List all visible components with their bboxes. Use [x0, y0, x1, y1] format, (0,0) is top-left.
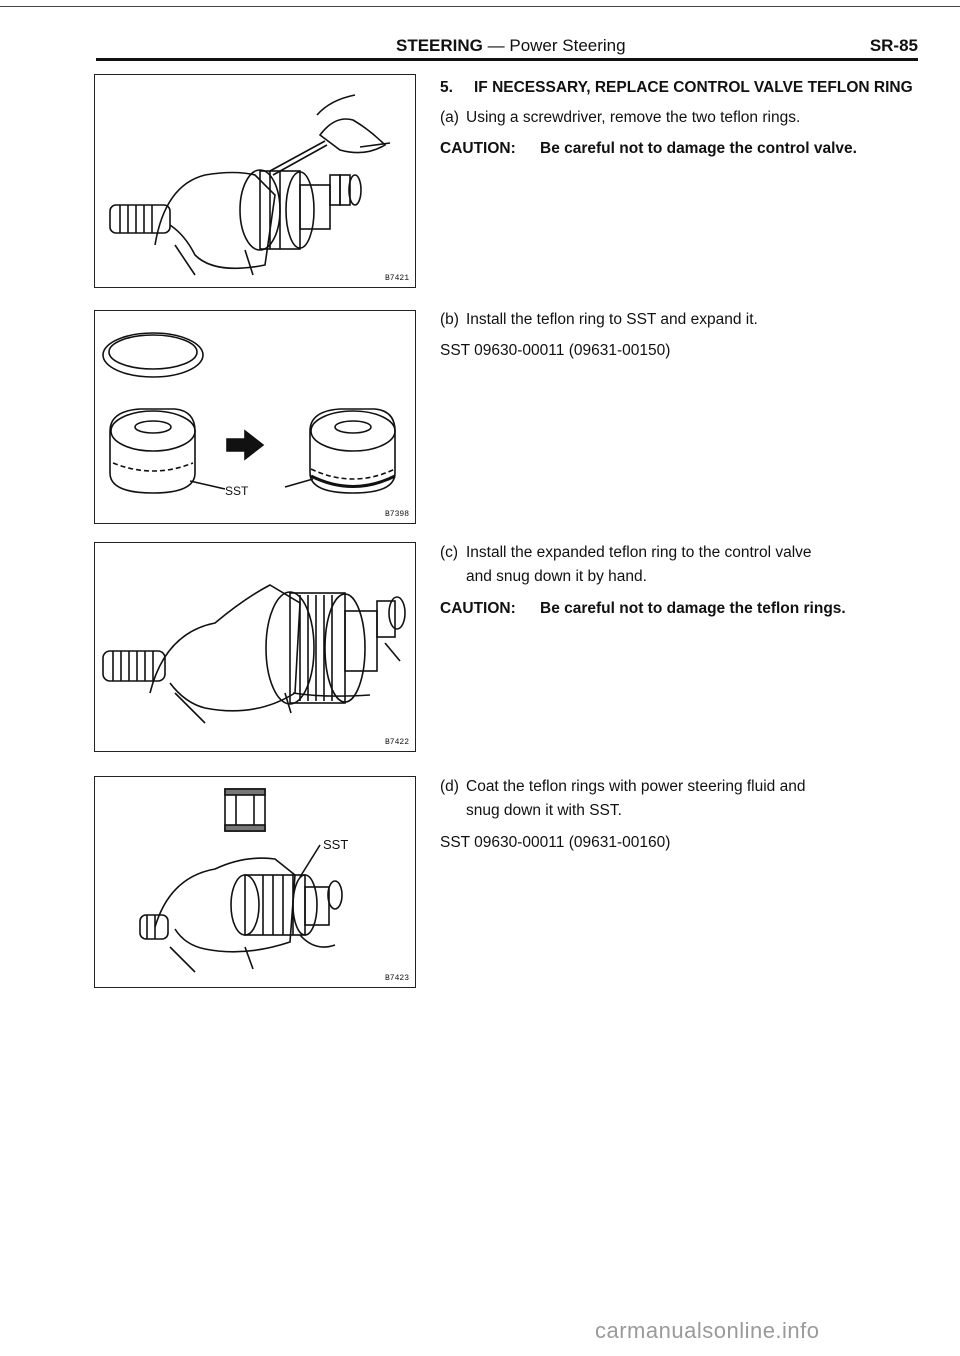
substep-b-tag: (b) [440, 311, 459, 328]
substep-c-tag: (c) [440, 544, 459, 561]
substep-a-line [440, 106, 920, 130]
top-rule [0, 6, 960, 7]
substep-a [440, 106, 920, 161]
caution-text: Be careful not to damage the control valve. [540, 140, 857, 157]
figure-install-ring [94, 542, 416, 752]
figure-number: B7423 [384, 974, 409, 983]
step-number: 5. [440, 79, 453, 96]
figure-number: B7421 [384, 274, 409, 283]
substep-b-line [440, 308, 920, 332]
substep-a-text: Using a screwdriver, remove the two teflon rings. [466, 109, 801, 126]
header-section: STEERING [396, 36, 483, 55]
header-rule [96, 58, 918, 61]
watermark: carmanualsonline.info [595, 1318, 820, 1343]
figure-expand-ring-illustration [95, 311, 415, 523]
substep-b-sst: SST 09630-00011 (09631-00150) [440, 342, 671, 359]
step-title: IF NECESSARY, REPLACE CONTROL VALVE TEFLON RING [474, 79, 913, 96]
header-subsection: Power Steering [509, 36, 626, 55]
substep-d-tag: (d) [440, 778, 459, 795]
page-header [96, 30, 918, 58]
page-number: SR-85 [869, 36, 918, 55]
figure-snug-ring [94, 776, 416, 988]
substep-c-text2: and snug down it by hand. [466, 568, 647, 585]
caution-label: CAUTION: [440, 140, 516, 157]
figure-remove-rings-illustration [95, 75, 415, 287]
figure-install-ring-illustration [95, 543, 415, 751]
figure-number: B7422 [384, 738, 409, 747]
substep-a-tag: (a) [440, 109, 459, 126]
caution-label: CAUTION: [440, 600, 516, 617]
substep-c-text1: Install the expanded teflon ring to the control valve [466, 544, 812, 561]
caution-c [440, 597, 920, 621]
substep-d-text2: snug down it with SST. [466, 802, 622, 819]
step-heading [440, 76, 920, 99]
substep-b [440, 308, 920, 363]
substep-d-sst: SST 09630-00011 (09631-00160) [440, 834, 671, 851]
figure-remove-rings [94, 74, 416, 288]
sst-label: SST [225, 484, 249, 498]
caution-a [440, 137, 920, 161]
substep-b-text: Install the teflon ring to SST and expand it. [466, 311, 758, 328]
substep-d-line1 [440, 775, 920, 799]
figure-expand-ring [94, 310, 416, 524]
sst-label: SST [323, 837, 349, 852]
substep-d [440, 775, 920, 855]
header-title [396, 36, 626, 56]
substep-c-line1 [440, 541, 920, 565]
substep-d-text1: Coat the teflon rings with power steering fluid and [466, 778, 806, 795]
header-separator: — [482, 36, 510, 55]
caution-text: Be careful not to damage the teflon rings. [540, 600, 846, 617]
substep-c [440, 541, 920, 621]
figure-snug-ring-illustration [95, 777, 415, 987]
figure-number: B7398 [384, 510, 409, 519]
